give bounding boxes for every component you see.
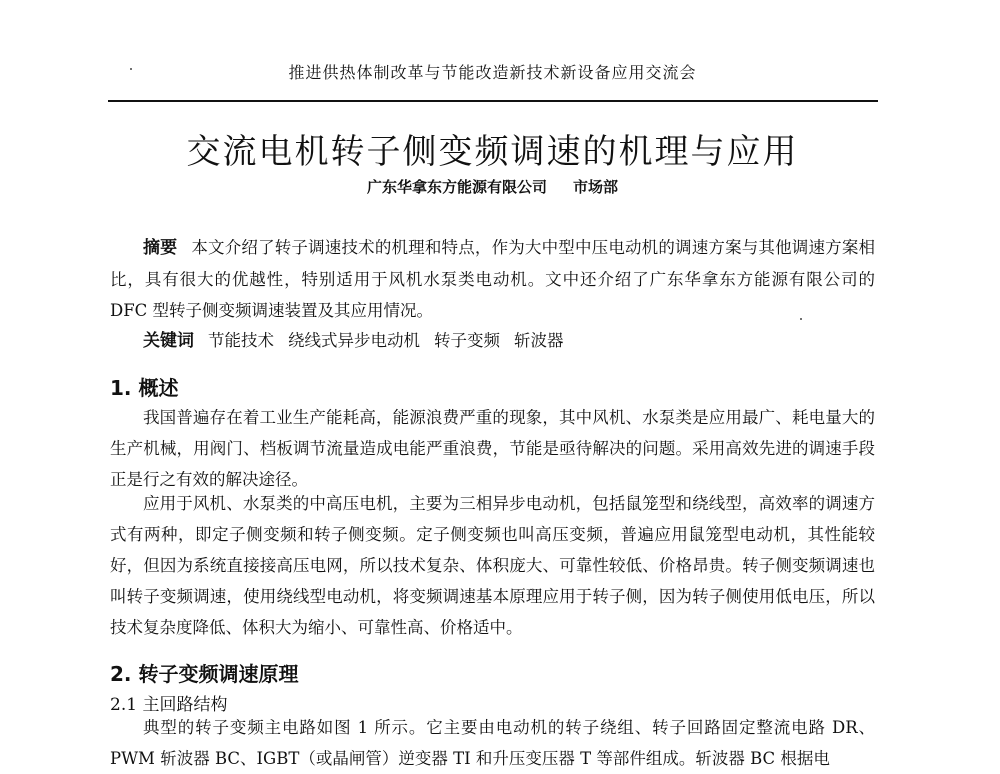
keywords <box>110 325 875 357</box>
section1-paragraph-2: 应用于风机、水泵类的中高压电机，主要为三相异步电动机，包括鼠笼型和绕线型，高效率的调速方式有两种，即定子侧变频和转子侧变频。定子侧变频也叫高压变频，普遍应用鼠笼型电动机，其性能较好，但因为系统直接接高压电网，所以技术复杂、体积庞大、可靠性较低、价格昂贵。转子侧变频调速也叫转子变频调速，使用绕线型电动机，将变频调速基本原理应用于转子侧，因为转子侧使用低电压，所以技术复杂度降低、体积大为缩小、可靠性高、价格适中。 <box>110 494 875 637</box>
section-heading-1: 1. 概述 <box>110 376 179 400</box>
affiliation-department: 市场部 <box>573 178 619 196</box>
section2-paragraph-1: 典型的转子变频主电路如图 1 所示。它主要由电动机的转子绕组、转子回路固定整流电路 DR、PWM 斩波器 BC、IGBT（或晶闸管）逆变器 TI 和升压变压器 T 等部件组成。斩波器 BC 根据电 <box>110 718 875 768</box>
abstract <box>110 232 875 326</box>
running-header: 推进供热体制改革与节能改造新技术新设备应用交流会 <box>288 63 697 82</box>
section-heading-2: 2. 转子变频调速原理 <box>110 662 299 686</box>
section1-paragraph-1: 我国普遍存在着工业生产能耗高，能源浪费严重的现象，其中风机、水泵类是应用最广、耗电量大的生产机械，用阀门、档板调节流量造成电能严重浪费，节能是亟待解决的问题。采用高效先进的调速手段正是行之有效的解决途径。 <box>110 408 875 489</box>
abstract-label: 摘要 <box>143 238 178 258</box>
header-rule <box>108 100 878 102</box>
keyword: 转子变频 <box>434 331 500 350</box>
keyword: 节能技术 <box>208 331 274 350</box>
scan-speck <box>800 318 802 320</box>
affiliation-company: 广东华拿东方能源有限公司 <box>366 178 547 196</box>
abstract-text: 本文介绍了转子调速技术的机理和特点，作为大中型中压电动机的调速方案与其他调速方案相比，具有很大的优越性，特别适用于风机水泵类电动机。文中还介绍了广东华拿东方能源有限公司的 DFC 型转子侧变频调速装置及其应用情况。 <box>110 238 876 320</box>
keywords-label: 关键词 <box>143 331 194 351</box>
keyword: 斩波器 <box>514 331 564 350</box>
subsection-heading-2-1: 2.1 主回路结构 <box>110 695 228 715</box>
keyword: 绕线式异步电动机 <box>288 331 420 350</box>
affiliation <box>110 176 875 197</box>
paper-title: 交流电机转子侧变频调速的机理与应用 <box>186 132 799 172</box>
